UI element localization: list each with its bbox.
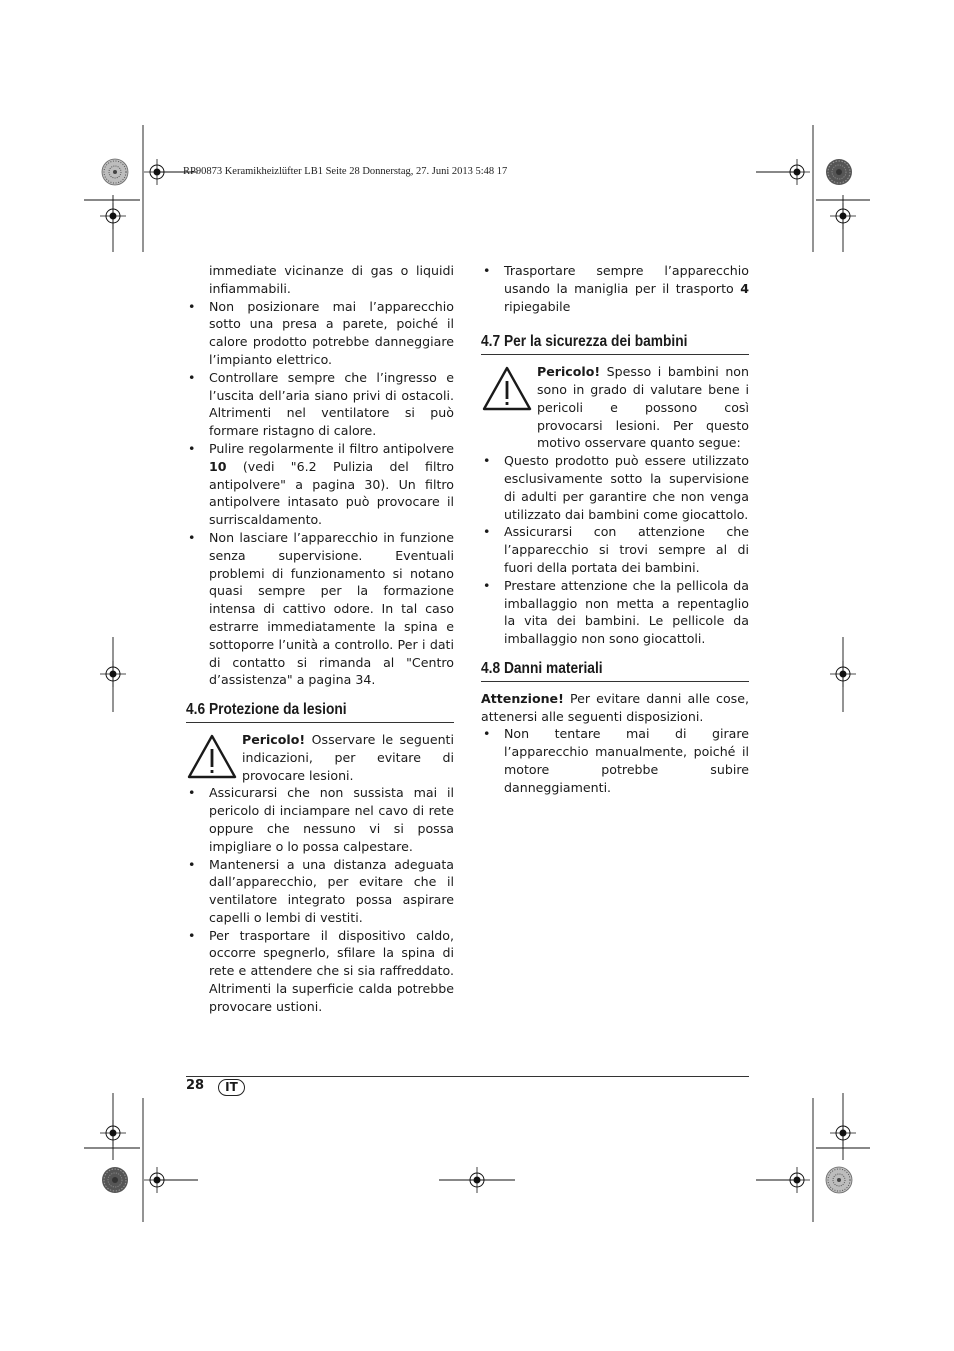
danger-text: Pericolo! Spesso i bambini non sono in grado di valutare bene i pericoli e possono così provocarsi lesioni. Per questo motivo osservare quanto segue: xyxy=(537,364,749,451)
list-item: • Assicurarsi con attenzione che l’apparecchio si trovi sempre al di fuori della portata dei bambini. xyxy=(481,523,749,576)
list-item: • Non posizionare mai l’apparecchio sotto una presa a parete, poiché il calore prodotto potrebbe danneggiare l’impianto elettrico. xyxy=(186,298,454,369)
registration-mark-icon xyxy=(100,661,126,687)
print-header: RP90873 Keramikheizlüfter LB1 Seite 28 Donnerstag, 27. Juni 2013 5:48 17 xyxy=(183,166,508,177)
section-title-4-6: 4.6 Protezione da lesioni xyxy=(186,701,347,719)
registration-mark-icon xyxy=(784,1167,810,1193)
registration-mark-icon xyxy=(144,1167,170,1193)
registration-mark-icon xyxy=(784,159,810,185)
language-badge: IT xyxy=(218,1079,245,1096)
registration-mark-icon xyxy=(100,203,126,229)
attention-notice: Attenzione! Per evitare danni alle cose, attenersi alle seguenti disposizioni. xyxy=(481,690,749,724)
list-item: • Trasportare sempre l’apparecchio usando la maniglia per il trasporto 4 ripiegabile xyxy=(481,262,749,315)
list-item: • Prestare attenzione che la pellicola da imballaggio non metta a repentaglio la vita dei bambini. Le pellicole da imballaggio non sono giocattoli. xyxy=(481,577,749,648)
color-wheel-icon xyxy=(102,159,128,185)
danger-label: Pericolo! xyxy=(242,731,306,747)
color-wheel-icon xyxy=(826,1167,852,1193)
section-title-4-7: 4.7 Per la sicurezza dei bambini xyxy=(481,333,688,351)
list-item: • Questo prodotto può essere utilizzato esclusivamente sotto la supervisione di adulti per garantire che non venga utilizzato dai bambini come giocattolo. xyxy=(481,452,749,523)
list-item: • Per trasportare il dispositivo caldo, occorre spegnerlo, sfilare la spina di rete e attendere che si sia raffreddato. Altrimenti la superficie calda potrebbe provocare ustioni. xyxy=(186,927,454,1016)
registration-mark-icon xyxy=(464,1167,490,1193)
list-item: • Assicurarsi che non sussista mai il pericolo di inciampare nel cavo di rete oppure che nessuno vi si possa impigliare o lo possa calpestare. xyxy=(186,784,454,855)
part-number: 4 xyxy=(740,280,749,296)
list-item: • Controllare sempre che l’ingresso e l’uscita dell’aria siano privi di ostacoli. Altrimenti nel ventilatore si può formare ristagno di calore. xyxy=(186,369,454,440)
registration-mark-icon xyxy=(144,159,170,185)
list-item: • Non tentare mai di girare l’apparecchio manualmente, poiché il motore potrebbe subire danneggiamenti. xyxy=(481,725,749,796)
list-item: • Pulire regolarmente il filtro antipolvere 10 (vedi "6.2 Pulizia del filtro antipolvere" a pagina 30). Un filtro antipolvere intasato può provocare il surriscaldamento. xyxy=(186,440,454,529)
registration-mark-icon xyxy=(830,661,856,687)
registration-mark-icon xyxy=(830,1120,856,1146)
danger-text: Pericolo! Osservare le seguenti indicazioni, per evitare di provocare lesioni. xyxy=(242,731,454,783)
color-wheel-icon xyxy=(826,159,852,185)
page-number: 28 xyxy=(186,1078,205,1093)
registration-mark-icon xyxy=(100,1120,126,1146)
continued-text: immediate vicinanze di gas o liquidi infiammabili. xyxy=(209,263,454,296)
registration-mark-icon xyxy=(830,203,856,229)
list-item: • Non lasciare l’apparecchio in funzione senza supervisione. Eventuali problemi di funzionamento si notano quasi sempre per la formazione intensa di cattivo odore. In tal caso estrarre immediatamente la spina e sottoporre l’unità a controllo. Per i dati di contatto si rimanda al "Centro d’assistenza" a pagina 34. xyxy=(186,529,454,689)
attention-label: Attenzione! xyxy=(481,690,564,706)
part-number: 10 xyxy=(209,458,227,474)
list-item: • Mantenersi a una distanza adeguata dall’apparecchio, per evitare che il ventilatore integrato possa aspirare capelli o lembi di vestiti. xyxy=(186,856,454,927)
color-wheel-icon xyxy=(102,1167,128,1193)
section-title-4-8: 4.8 Danni materiali xyxy=(481,659,603,677)
danger-label: Pericolo! xyxy=(537,364,601,380)
